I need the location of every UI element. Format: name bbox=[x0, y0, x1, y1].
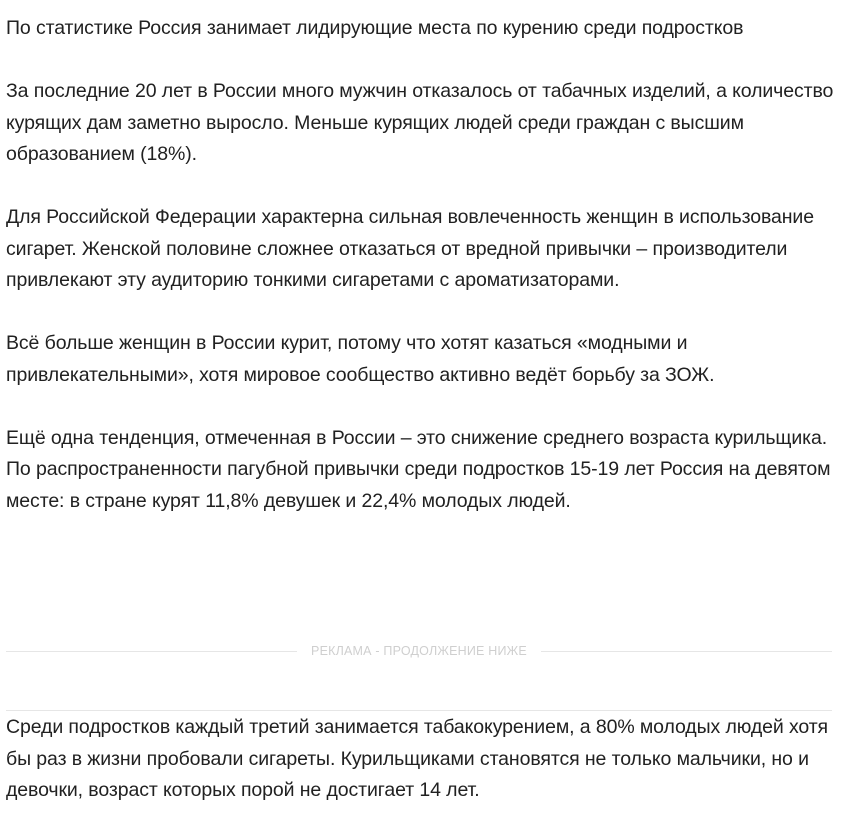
divider-line-right bbox=[541, 651, 832, 652]
article-paragraph: Всё больше женщин в России курит, потому что хотят казаться «модными и привлекательными», хотя мировое сообщество активно ведёт борьбу за ЗОЖ. bbox=[6, 332, 715, 386]
divider-line-left bbox=[6, 651, 297, 652]
ad-label: РЕКЛАМА - ПРОДОЛЖЕНИЕ НИЖЕ bbox=[311, 644, 527, 658]
article-paragraph: Среди подростков каждый третий занимается табакокурением, а 80% молодых людей хотя бы раз в жизни пробовали сигареты. Курильщиками становятся не только мальчики, но и девочки, возраст которых порой не достигает 14 лет. bbox=[6, 716, 829, 801]
article-continuation bbox=[6, 712, 838, 807]
ad-bottom-divider bbox=[6, 710, 832, 711]
article-paragraph: Для Российской Федерации характерна сильная вовлеченность женщин в использование сигарет. Женской половине сложнее отказаться от вредной привычки – производители привлекают эту аудиторию тонкими сигаретами с ароматизаторами. bbox=[6, 206, 814, 291]
article-paragraph: Ещё одна тенденция, отмеченная в России – это снижение среднего возраста курильщика. По распространенности пагубной привычки среди подростков 15-19 лет Россия на девятом месте: в стране курят 11,8% девушек и 22,4% молодых людей. bbox=[6, 426, 831, 512]
ad-placeholder bbox=[6, 662, 832, 710]
article-paragraph: По статистике Россия занимает лидирующие места по курению среди подростков bbox=[6, 17, 744, 39]
article-body bbox=[6, 13, 838, 517]
ad-divider bbox=[6, 640, 832, 662]
article-paragraph: За последние 20 лет в России много мужчин отказалось от табачных изделий, а количество курящих дам заметно выросло. Меньше курящих людей среди граждан с высшим образованием (18%). bbox=[6, 80, 834, 165]
